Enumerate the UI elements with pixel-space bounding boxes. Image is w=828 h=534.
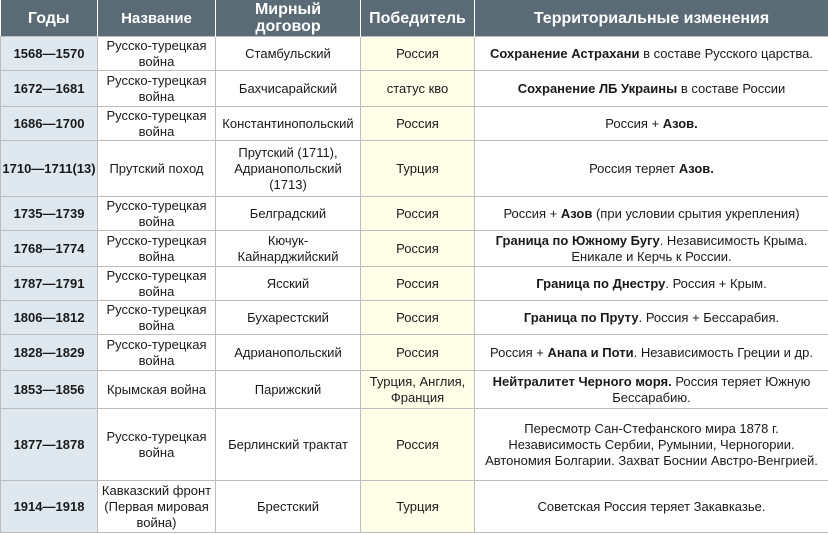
cell-territorial-changes xyxy=(475,71,828,107)
territorial-change-bold: Граница по Днестру xyxy=(536,275,666,291)
territorial-change-text: в составе Русского царства. xyxy=(639,45,813,61)
cell-treaty: Стамбульский xyxy=(216,37,361,71)
header-winner: Победитель xyxy=(361,0,475,37)
table-row xyxy=(1,71,828,107)
table-row xyxy=(1,107,828,141)
cell-name: Русско-турецкая война xyxy=(98,231,216,267)
cell-years: 1710—1711(13) xyxy=(1,141,98,197)
cell-territorial-changes xyxy=(475,409,828,481)
cell-winner: Россия xyxy=(361,231,475,267)
territorial-change-bold: Азов. xyxy=(678,160,714,176)
cell-years: 1568—1570 xyxy=(1,37,98,71)
cell-territorial-changes xyxy=(475,301,828,335)
table-row xyxy=(1,301,828,335)
cell-name: Прутский поход xyxy=(98,141,216,197)
territorial-change-text: . Независимость Крыма. Еникале и Керчь к России. xyxy=(571,232,808,264)
territorial-change-text: (при условии срытия укрепления) xyxy=(592,205,800,221)
cell-winner: Турция xyxy=(361,141,475,197)
cell-years: 1735—1739 xyxy=(1,197,98,231)
cell-winner: статус кво xyxy=(361,71,475,107)
cell-years: 1806—1812 xyxy=(1,301,98,335)
header-row xyxy=(1,0,828,37)
territorial-change-text: . Россия + Крым. xyxy=(665,275,767,291)
cell-winner: Россия xyxy=(361,301,475,335)
cell-years: 1768—1774 xyxy=(1,231,98,267)
cell-winner: Россия xyxy=(361,197,475,231)
table-row xyxy=(1,267,828,301)
cell-name: Крымская война xyxy=(98,371,216,409)
cell-name: Русско-турецкая война xyxy=(98,335,216,371)
territorial-change-text: в составе России xyxy=(677,80,786,96)
territorial-change-bold: Граница по Пруту xyxy=(523,309,639,325)
cell-years: 1672—1681 xyxy=(1,71,98,107)
territorial-change-bold: Сохранение Астрахани xyxy=(490,45,640,61)
cell-winner: Россия xyxy=(361,335,475,371)
table-row xyxy=(1,197,828,231)
cell-name: Русско-турецкая война xyxy=(98,409,216,481)
cell-territorial-changes xyxy=(475,267,828,301)
cell-territorial-changes xyxy=(475,481,828,533)
territorial-change-bold: Сохранение ЛБ Украины xyxy=(517,80,678,96)
header-name: Название xyxy=(98,0,216,37)
header-changes: Территориальные изменения xyxy=(475,0,828,37)
table-row xyxy=(1,481,828,533)
cell-territorial-changes xyxy=(475,371,828,409)
header-treaty-label: Мирный договор xyxy=(254,1,322,35)
cell-name: Кавказский фронт (Первая мировая война) xyxy=(98,481,216,533)
cell-winner: Россия xyxy=(361,107,475,141)
cell-name: Русско-турецкая война xyxy=(98,197,216,231)
cell-territorial-changes xyxy=(475,37,828,71)
cell-treaty: Бухарестский xyxy=(216,301,361,335)
cell-name: Русско-турецкая война xyxy=(98,267,216,301)
cell-treaty: Парижский xyxy=(216,371,361,409)
territorial-change-bold: Азов xyxy=(560,205,593,221)
territorial-change-text: Россия + xyxy=(490,344,548,360)
header-years: Годы xyxy=(1,0,98,37)
territorial-change-bold: Анапа и Поти xyxy=(547,344,634,360)
territorial-change-bold: Граница по Южному Бугу xyxy=(495,232,660,248)
cell-years: 1877—1878 xyxy=(1,409,98,481)
territorial-change-text: Россия теряет xyxy=(589,160,679,176)
cell-years: 1853—1856 xyxy=(1,371,98,409)
cell-years: 1686—1700 xyxy=(1,107,98,141)
territorial-change-text: Россия теряет Южную Бессарабию. xyxy=(612,373,811,405)
cell-treaty: Берлинский трактат xyxy=(216,409,361,481)
cell-treaty: Кючук-Кайнарджийский xyxy=(216,231,361,267)
table-row xyxy=(1,231,828,267)
cell-winner: Турция xyxy=(361,481,475,533)
territorial-change-text: Россия + xyxy=(503,205,561,221)
table-row xyxy=(1,141,828,197)
cell-name: Русско-турецкая война xyxy=(98,107,216,141)
cell-territorial-changes xyxy=(475,107,828,141)
territorial-change-text: . Независимость Греции и др. xyxy=(633,344,813,360)
table-body xyxy=(1,37,828,533)
territorial-change-bold: Нейтралитет Черного моря. xyxy=(492,373,672,389)
cell-years: 1787—1791 xyxy=(1,267,98,301)
territorial-change-bold: Азов. xyxy=(662,115,698,131)
table-row xyxy=(1,409,828,481)
cell-treaty: Прутский (1711), Адрианопольский (1713) xyxy=(216,141,361,197)
cell-name: Русско-турецкая война xyxy=(98,37,216,71)
cell-treaty: Брестский xyxy=(216,481,361,533)
table-row xyxy=(1,335,828,371)
cell-territorial-changes xyxy=(475,335,828,371)
territorial-change-text: Советская Россия теряет Закавказье. xyxy=(537,498,766,514)
cell-treaty: Ясский xyxy=(216,267,361,301)
territorial-change-text: Пересмотр Сан-Стефанского мира 1878 г. Независимость Сербии, Румынии, Черногории. Автономия Болгарии. Захват Боснии Австро-Венгрией. xyxy=(485,420,818,468)
cell-territorial-changes xyxy=(475,141,828,197)
cell-winner: Турция, Англия, Франция xyxy=(361,371,475,409)
cell-treaty: Белградский xyxy=(216,197,361,231)
cell-treaty: Бахчисарайский xyxy=(216,71,361,107)
cell-years: 1828—1829 xyxy=(1,335,98,371)
territorial-change-text: . Россия + Бессарабия. xyxy=(638,309,780,325)
territorial-change-text: Россия + xyxy=(605,115,663,131)
cell-years: 1914—1918 xyxy=(1,481,98,533)
table-row xyxy=(1,37,828,71)
cell-territorial-changes xyxy=(475,197,828,231)
cell-winner: Россия xyxy=(361,409,475,481)
table-row xyxy=(1,371,828,409)
cell-treaty: Адрианопольский xyxy=(216,335,361,371)
cell-name: Русско-турецкая война xyxy=(98,71,216,107)
header-treaty xyxy=(216,0,361,37)
cell-name: Русско-турецкая война xyxy=(98,301,216,335)
cell-winner: Россия xyxy=(361,267,475,301)
cell-territorial-changes xyxy=(475,231,828,267)
cell-winner: Россия xyxy=(361,37,475,71)
cell-treaty: Константинопольский xyxy=(216,107,361,141)
